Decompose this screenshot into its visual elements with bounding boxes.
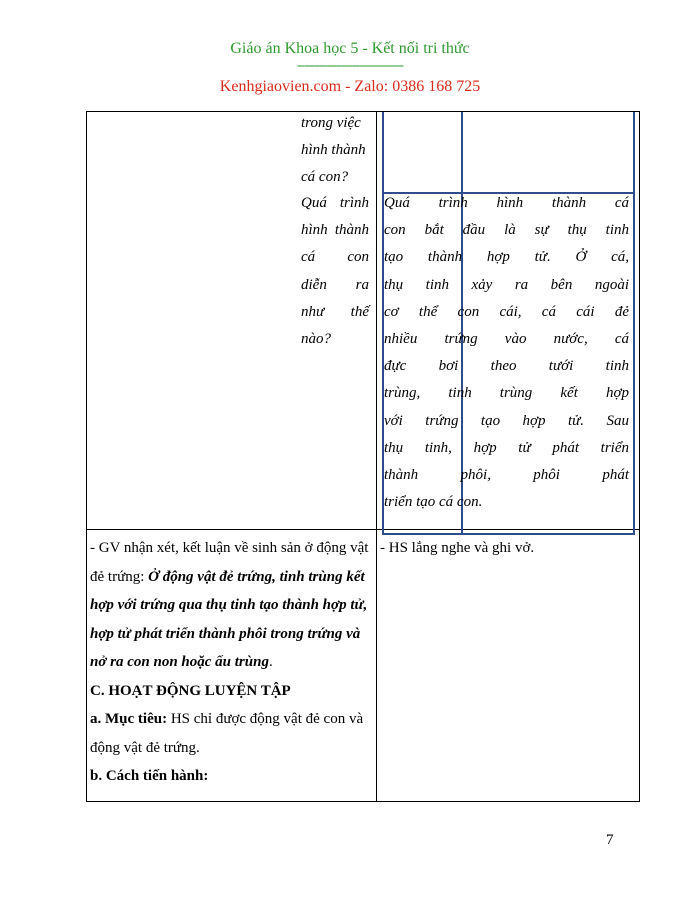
q1-line: hình thành (301, 142, 366, 159)
answer-line: thụ tinh xảy ra bên ngoài (384, 276, 629, 293)
conclusion-period: . (268, 654, 273, 670)
q2-line: hình thành (301, 222, 369, 239)
answer-line: Quá trình hình thành cá (384, 195, 629, 211)
teacher-intro: - GV nhận xét, kết luận về sinh sản ở động vật đẻ trứng: (90, 540, 369, 585)
header-divider: ----------------------------- (296, 58, 404, 73)
q2-line: diễn ra (301, 276, 369, 293)
answer-line: nhiều trứng vào nước, cá (384, 331, 629, 348)
answer-line: thụ tinh, hợp tử phát triển (384, 439, 629, 456)
teacher-conclusion (90, 534, 372, 677)
goal-paragraph (90, 705, 372, 762)
student-activity: - HS lắng nghe và ghi vở. (380, 540, 535, 556)
q1-line: trong việc (301, 115, 361, 131)
method-label: b. Cách tiến hành: (90, 768, 209, 784)
answer-line: triển tạo cá con. (384, 494, 483, 511)
goal-label: a. Mục tiêu: (90, 711, 168, 727)
goal-text: HS chỉ được động vật đẻ con và động vật đẻ trứng. (90, 711, 364, 756)
q2-line: như thế (301, 303, 369, 320)
answer-line: thành phôi, phôi phát (384, 467, 629, 484)
teacher-activities (90, 534, 372, 791)
conclusion-text: Ở động vật đẻ trứng, tinh trùng kết hợp với trứng qua thụ tinh tạo thành hợp tử, hợp tử phát triển thành phôi trong trứng và nở ra con non hoặc ấu trùng (90, 568, 368, 670)
answer-line: tạo thành hợp tử. Ở cá, (384, 249, 629, 266)
q2-line: cá con (301, 249, 369, 266)
q2-line: nào? (301, 331, 331, 348)
q2-line: Quá trình (301, 195, 369, 211)
answer-line: đực bơi theo tưới tinh (384, 358, 629, 375)
section-heading: C. HOẠT ĐỘNG LUYỆN TẬP (90, 682, 291, 699)
header-site: Kenhgiaovien.com - Zalo: 0386 168 725 (219, 78, 481, 95)
inner-question-1 (301, 110, 371, 192)
page-number: 7 (606, 832, 614, 848)
answer-line: trùng, tinh trùng kết hợp (384, 385, 629, 402)
answer-line: cơ thể con cái, cá cái đẻ (384, 303, 629, 320)
answer-line: con bắt đầu là sự thụ tinh (384, 222, 629, 239)
inner-question-2 (301, 190, 369, 353)
inner-answer (384, 190, 629, 516)
q1-line: cá con? (301, 169, 349, 186)
answer-line: với trứng tạo hợp tử. Sau (384, 412, 629, 429)
header-title: Giáo án Khoa học 5 - Kết nối tri thức (230, 40, 470, 57)
column-divider (376, 112, 377, 801)
